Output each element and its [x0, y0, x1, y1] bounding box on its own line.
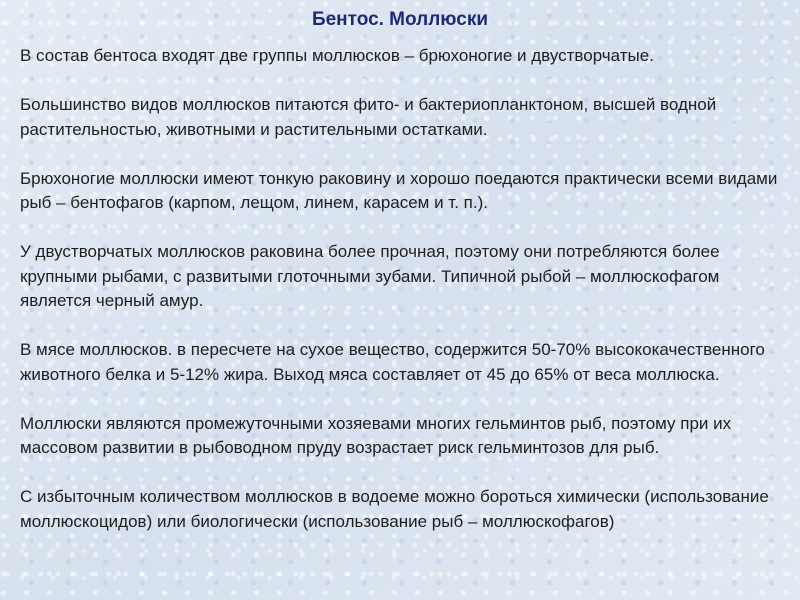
slide-body: [20, 44, 792, 534]
paragraph-bivalves: У двустворчатых моллюсков раковина более прочная, поэтому они потребляются более крупными рыбами, с развитыми глоточными зубами. Типичной рыбой – моллюскофагом является черный амур.: [20, 242, 720, 310]
slide-title: Бентос. Моллюски: [311, 9, 489, 30]
paragraph-mollusk-diet: Большинство видов моллюсков питаются фито- и бактериопланктоном, высшей водной растительностью, животными и растительными остатками.: [20, 95, 717, 139]
paragraph-control-methods: С избыточным количеством моллюсков в водоеме можно бороться химически (использование моллюскоцидов) или биологически (использование рыб – моллюскофагов): [20, 487, 769, 531]
paragraph-gastropods: Брюхоногие моллюски имеют тонкую раковину и хорошо поедаются практически всеми видами рыб – бентофагов (карпом, лещом, линем, карасем и т. п.).: [20, 168, 778, 212]
paragraph-benthos-groups: В состав бентоса входят две группы моллюсков – брюхоногие и двустворчатые.: [20, 46, 654, 65]
paragraph-helminth-hosts: Моллюски являются промежуточными хозяевами многих гельминтов рыб, поэтому при их массовом развитии в рыбоводном пруду возрастает риск гельминтозов для рыб.: [20, 413, 732, 457]
paragraph-meat-composition: В мясе моллюсков. в пересчете на сухое вещество, содержится 50-70% высококачественного животного белка и 5-12% жира. Выход мяса составляет от 45 до 65% от веса моллюска.: [20, 340, 765, 384]
